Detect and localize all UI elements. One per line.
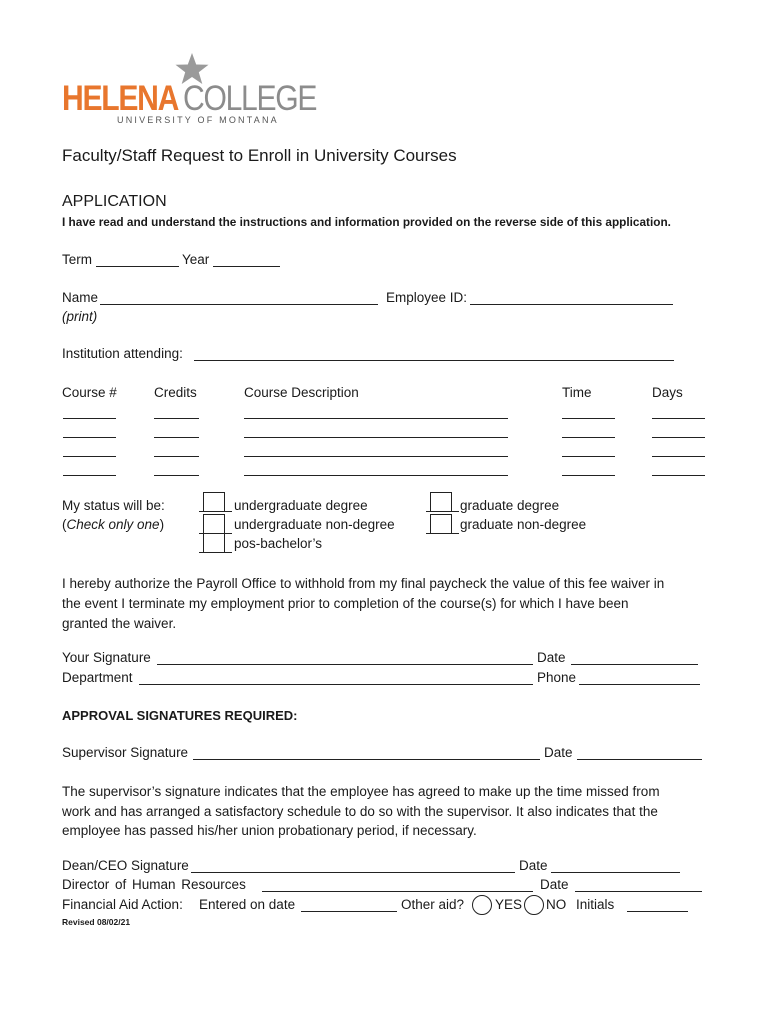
institution-field[interactable] <box>194 360 674 361</box>
supervisor-note-line: work and has arranged a satisfactory schedule to do so with the supervisor. It also indicates that the <box>62 803 658 819</box>
time-field[interactable] <box>562 475 615 476</box>
entered-on-date-field[interactable] <box>301 911 397 912</box>
credits-field[interactable] <box>154 418 199 419</box>
grad-degree-checkbox[interactable] <box>430 492 452 512</box>
grad-degree-label: graduate degree <box>460 498 560 513</box>
supervisor-note-line: The supervisor’s signature indicates that the employee has agreed to make up the time missed from <box>62 784 660 799</box>
dean-signature-label: Dean/CEO Signature <box>62 858 189 873</box>
supervisor-date-label: Date <box>544 745 573 760</box>
posbach-label: pos-bachelor’s <box>234 536 323 551</box>
logo-helena-text: HELENA <box>62 79 179 118</box>
star-icon <box>174 52 210 86</box>
course-number-field[interactable] <box>63 475 116 476</box>
time-field[interactable] <box>562 456 615 457</box>
status-note-close: ) <box>159 517 165 532</box>
logo-subtitle: UNIVERSITY OF MONTANA <box>117 115 279 125</box>
initials-field[interactable] <box>627 911 688 912</box>
no-radio[interactable] <box>524 895 544 915</box>
yes-label: YES <box>495 897 523 912</box>
supervisor-note-line: employee has passed his/her union probationary period, if necessary. <box>62 823 477 838</box>
phone-label: Phone <box>537 670 577 685</box>
employee-id-label: Employee ID: <box>386 290 468 305</box>
days-field[interactable] <box>652 475 705 476</box>
name-field[interactable] <box>100 304 378 305</box>
supervisor-note <box>62 782 660 841</box>
posbach-checkbox[interactable] <box>203 533 225 553</box>
checkbox-underline <box>199 552 232 553</box>
col-course-header: Course # <box>62 385 117 400</box>
term-field[interactable] <box>96 266 179 267</box>
grad-nondegree-checkbox[interactable] <box>430 514 452 534</box>
course-number-field[interactable] <box>63 456 116 457</box>
your-signature-field[interactable] <box>157 664 533 665</box>
course-description-field[interactable] <box>244 418 508 419</box>
col-credits-header: Credits <box>154 385 197 400</box>
employee-id-field[interactable] <box>470 304 673 305</box>
supervisor-signature-field[interactable] <box>193 759 540 760</box>
days-field[interactable] <box>652 456 705 457</box>
col-days-header: Days <box>652 385 683 400</box>
time-field[interactable] <box>562 437 615 438</box>
department-field[interactable] <box>139 684 533 685</box>
section-heading: APPLICATION <box>62 193 167 210</box>
grad-nondegree-label: graduate non-degree <box>460 517 587 532</box>
status-note-emphasis: Check only one <box>66 517 160 532</box>
checkbox-underline <box>426 511 459 512</box>
term-label: Term <box>62 252 92 267</box>
dean-date-label: Date <box>519 858 548 873</box>
course-number-field[interactable] <box>63 418 116 419</box>
phone-field[interactable] <box>579 684 700 685</box>
your-signature-label: Your Signature <box>62 650 151 665</box>
checkbox-underline <box>199 511 232 512</box>
undergrad-nondegree-label: undergraduate non-degree <box>234 517 395 532</box>
dean-signature-field[interactable] <box>191 872 515 873</box>
status-note <box>62 517 164 533</box>
course-description-field[interactable] <box>244 456 508 457</box>
time-field[interactable] <box>562 418 615 419</box>
authorization-line: granted the waiver. <box>62 616 177 631</box>
credits-field[interactable] <box>154 475 199 476</box>
entered-on-label: Entered on date <box>199 897 296 912</box>
col-time-header: Time <box>562 385 592 400</box>
hr-signature-field[interactable] <box>262 891 533 892</box>
course-description-field[interactable] <box>244 437 508 438</box>
course-description-field[interactable] <box>244 475 508 476</box>
status-label: My status will be: <box>62 498 165 513</box>
yes-radio[interactable] <box>472 895 492 915</box>
course-number-field[interactable] <box>63 437 116 438</box>
authorization-text <box>62 574 664 634</box>
credits-field[interactable] <box>154 437 199 438</box>
department-label: Department <box>62 670 133 685</box>
name-label: Name <box>62 290 99 305</box>
institution-label: Institution attending: <box>62 346 183 361</box>
approval-heading: APPROVAL SIGNATURES REQUIRED: <box>62 708 298 723</box>
logo-college-text: COLLEGE <box>183 79 317 118</box>
checkbox-underline <box>426 533 459 534</box>
financial-aid-label: Financial Aid Action: <box>62 897 183 912</box>
undergrad-degree-label: undergraduate degree <box>234 498 368 513</box>
authorization-line: the event I terminate my employment prior to completion of the course(s) for which I have been <box>62 596 629 611</box>
dean-date-field[interactable] <box>551 872 680 873</box>
signature-date-field[interactable] <box>571 664 698 665</box>
days-field[interactable] <box>652 418 705 419</box>
year-field[interactable] <box>213 266 280 267</box>
undergrad-nondegree-checkbox[interactable] <box>203 514 225 534</box>
date-label: Date <box>537 650 566 665</box>
other-aid-label: Other aid? <box>401 897 465 912</box>
hr-date-label: Date <box>540 877 569 892</box>
supervisor-signature-label: Supervisor Signature <box>62 745 189 760</box>
year-label: Year <box>182 252 210 267</box>
status-note-open: ( <box>62 517 67 532</box>
notice-text: I have read and understand the instructions and information provided on the reverse side of this application. <box>62 215 671 229</box>
supervisor-date-field[interactable] <box>577 759 702 760</box>
col-description-header: Course Description <box>244 385 359 400</box>
print-note: (print) <box>62 309 98 324</box>
initials-label: Initials <box>576 897 615 912</box>
form-title: Faculty/Staff Request to Enroll in University Courses <box>62 146 457 165</box>
no-label: NO <box>546 897 567 912</box>
days-field[interactable] <box>652 437 705 438</box>
credits-field[interactable] <box>154 456 199 457</box>
undergrad-degree-checkbox[interactable] <box>203 492 225 512</box>
revised-date: Revised 08/02/21 <box>62 917 131 927</box>
authorization-line: I hereby authorize the Payroll Office to withhold from my final paycheck the value of this fee waiver in <box>62 576 665 591</box>
hr-date-field[interactable] <box>575 891 702 892</box>
hr-director-label: Director of Human Resources <box>62 877 246 892</box>
